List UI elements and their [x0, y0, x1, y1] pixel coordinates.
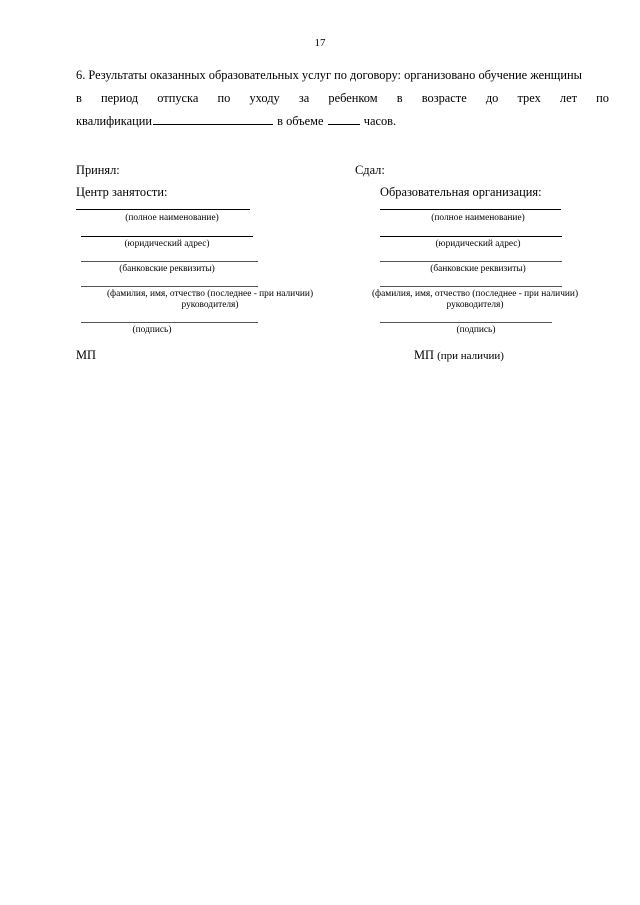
- educational-org-label: Образовательная организация:: [380, 185, 542, 199]
- hours-label: часов.: [363, 114, 397, 128]
- qualification-blank: [153, 123, 273, 125]
- right-caption-sign: (подпись): [456, 325, 496, 335]
- right-caption-fio: [350, 289, 600, 311]
- left-address-line: [81, 236, 253, 237]
- handed-heading: Сдал:: [355, 163, 385, 177]
- right-sign-line: [380, 322, 552, 323]
- paragraph-word: до: [485, 91, 499, 105]
- left-fio-line: [81, 286, 258, 287]
- left-bank-line: [81, 261, 258, 262]
- right-stamp-note: (при наличии): [437, 350, 504, 362]
- left-caption-sign: (подпись): [132, 325, 172, 335]
- left-name-line: [76, 209, 250, 210]
- right-fio-line: [380, 286, 562, 287]
- employment-center-label: Центр занятости:: [76, 185, 168, 199]
- right-caption-name: (полное наименование): [431, 213, 525, 223]
- right-name-line: [380, 209, 561, 210]
- left-caption-name: (полное наименование): [125, 213, 219, 223]
- left-sign-line: [81, 322, 258, 323]
- left-caption-fio: [81, 289, 339, 311]
- left-caption-fio-line1: (фамилия, имя, отчество (последнее - при наличии): [106, 289, 314, 299]
- paragraph-word: в: [76, 91, 82, 105]
- right-caption-bank: (банковские реквизиты): [430, 264, 526, 274]
- page-number: 17: [314, 37, 326, 49]
- right-stamp: [414, 348, 504, 363]
- right-caption-fio-line2: руководителя): [446, 300, 504, 310]
- paragraph-word: в: [396, 91, 403, 105]
- paragraph-word: уходу: [249, 91, 280, 105]
- right-caption-address: (юридический адрес): [435, 239, 521, 249]
- qualification-label: квалификации: [76, 114, 153, 128]
- paragraph-word: лет: [559, 91, 578, 105]
- left-caption-fio-line2: руководителя): [181, 300, 239, 310]
- received-heading: Принял:: [76, 163, 120, 177]
- paragraph-word: по: [217, 91, 231, 105]
- paragraph-word: отпуска: [157, 91, 199, 105]
- paragraph-line-2: [76, 90, 609, 106]
- left-caption-bank: (банковские реквизиты): [119, 264, 215, 274]
- left-stamp: МП: [76, 348, 96, 362]
- right-stamp-mp: МП: [414, 348, 434, 362]
- hours-blank: [328, 123, 360, 125]
- paragraph-word: возрасте: [421, 91, 467, 105]
- paragraph-word: по: [596, 91, 609, 105]
- paragraph-word: за: [298, 91, 310, 105]
- paragraph-line-1: 6. Результаты оказанных образовательных услуг по договору: организовано обучение женщины: [76, 68, 582, 82]
- volume-label: в объеме: [277, 114, 324, 128]
- paragraph-word: период: [101, 91, 139, 105]
- right-address-line: [380, 236, 562, 237]
- paragraph-word: трех: [517, 91, 541, 105]
- right-bank-line: [380, 261, 562, 262]
- right-caption-fio-line1: (фамилия, имя, отчество (последнее - при наличии): [371, 289, 579, 299]
- paragraph-line-3: [76, 113, 396, 129]
- left-caption-address: (юридический адрес): [124, 239, 210, 249]
- paragraph-word: ребенком: [328, 91, 378, 105]
